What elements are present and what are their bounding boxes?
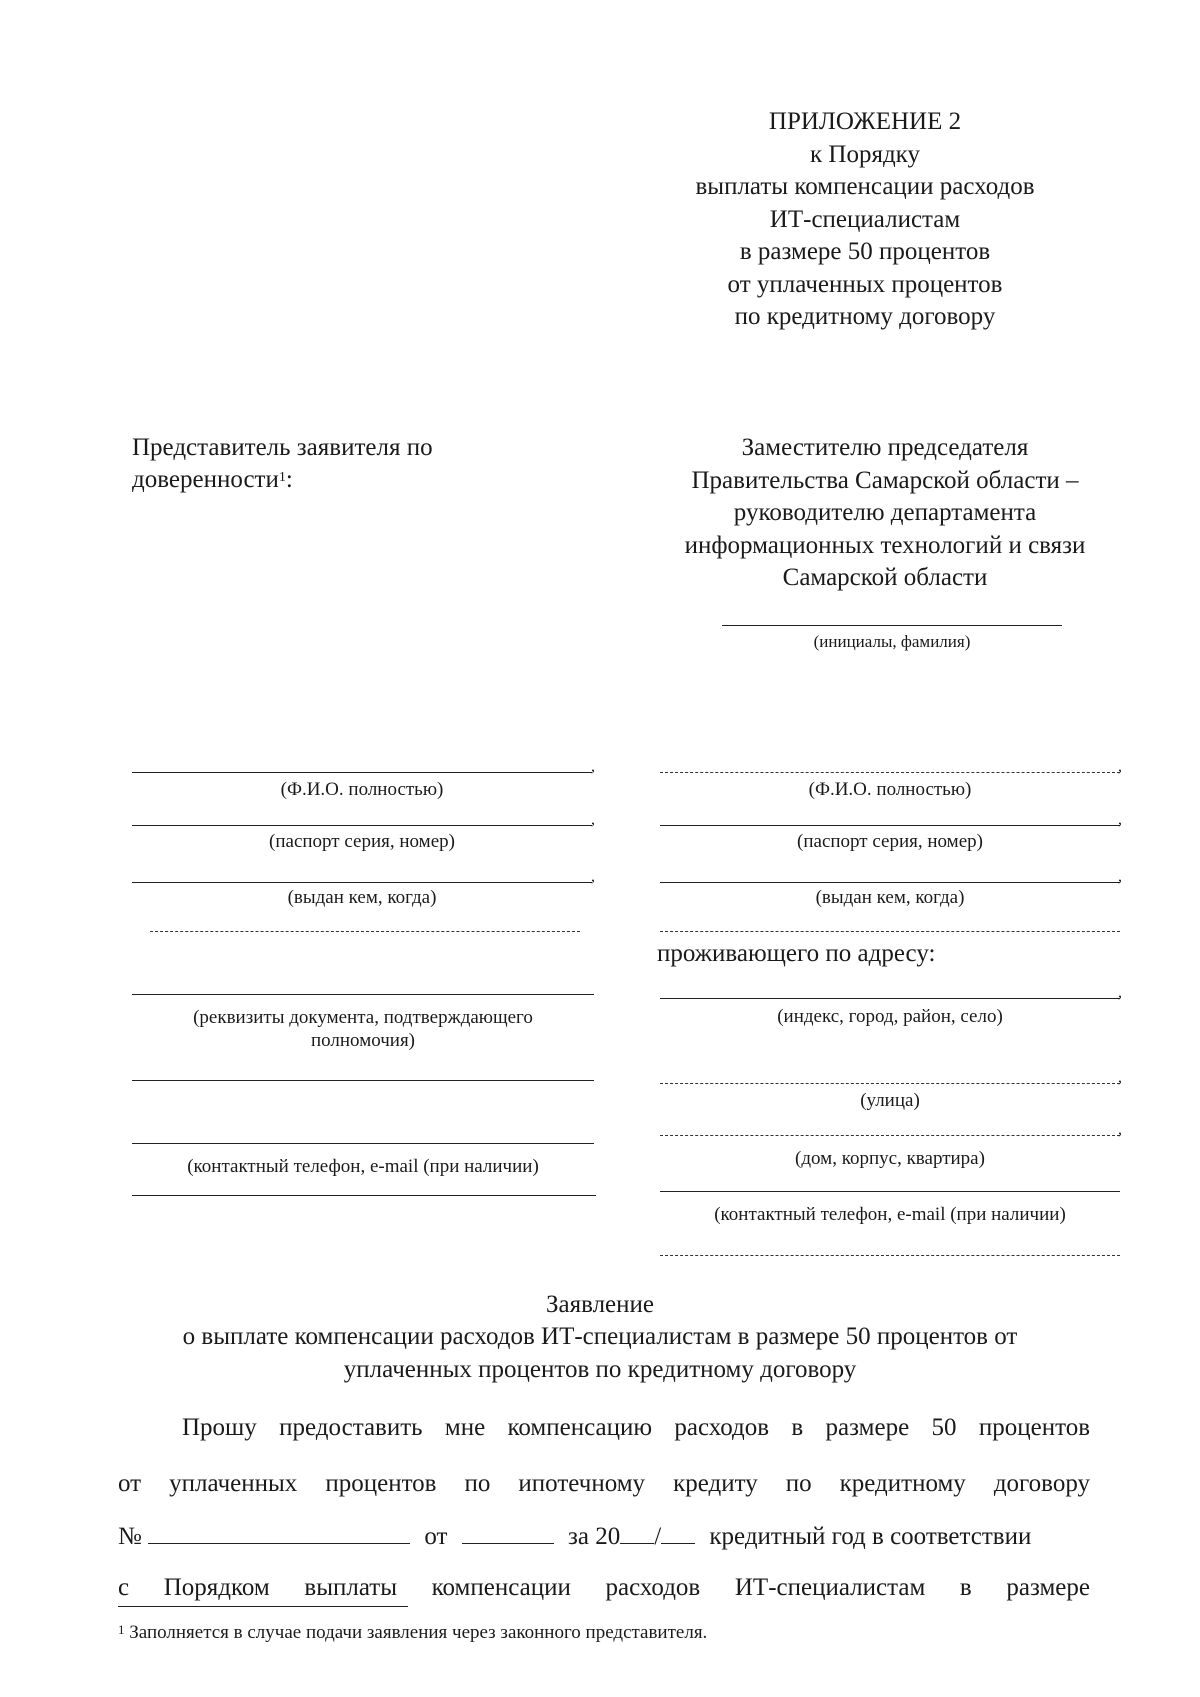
applicant-index-caption: (индекс, город, район, село): [777, 1006, 1003, 1027]
representative-heading-line2-wrap: [132, 464, 562, 496]
addressee-line: Самарской области: [782, 564, 988, 591]
applicant-street-caption: (улица): [860, 1090, 920, 1111]
statement-subtitle-line2: уплаченных процентов по кредитному договору: [343, 1356, 857, 1383]
applicant-issued-comma: ,: [1118, 868, 1122, 885]
rep-document-line[interactable]: [132, 994, 594, 995]
body-line-4: с Порядком выплаты компенсации расходов ИТ-специалистам в размере: [118, 1574, 1090, 1601]
representative-heading-line1: Представитель заявителя по: [132, 434, 433, 461]
applicant-house-comma: ,: [1118, 1121, 1122, 1138]
statement-subtitle-line1: о выплате компенсации расходов ИТ-специалистам в размере 50 процентов от: [182, 1323, 1018, 1350]
rep-passport-caption: (паспорт серия, номер): [269, 831, 455, 852]
applicant-street-comma: ,: [1118, 1069, 1122, 1086]
addressee-line: информационных технологий и связи: [684, 531, 1086, 559]
rep-passport-comma: ,: [591, 811, 595, 828]
contract-number-label: №: [118, 1523, 142, 1550]
applicant-fio-line[interactable]: [660, 772, 1120, 773]
applicant-passport-caption: (паспорт серия, номер): [797, 831, 983, 852]
addressee-initials-caption: (инициалы, фамилия): [813, 632, 971, 651]
applicant-passport-line[interactable]: [660, 825, 1120, 826]
applicant-contact-line-2[interactable]: [660, 1255, 1120, 1256]
rep-issued-comma: ,: [591, 868, 595, 885]
applicant-issued-caption: (выдан кем, когда): [815, 887, 965, 908]
applicant-street-line[interactable]: [660, 1083, 1120, 1084]
appendix-line: по кредитному договору: [734, 303, 996, 330]
rep-contact-line-2[interactable]: [132, 1195, 596, 1196]
body-line-2: от уплаченных процентов по ипотечному кредиту по кредитному договору: [118, 1470, 1090, 1497]
heading-colon: :: [285, 466, 293, 493]
applicant-passport-comma: ,: [1118, 811, 1122, 828]
footnote-reference: 1: [278, 470, 286, 485]
appendix-line: ПРИЛОЖЕНИЕ 2: [768, 108, 962, 135]
rep-extra-line[interactable]: [132, 1080, 594, 1081]
rep-issued-caption: (выдан кем, когда): [287, 887, 437, 908]
rep-contact-caption: (контактный телефон, e-mail (при наличии): [187, 1156, 539, 1177]
rep-fio-caption: (Ф.И.О. полностью): [280, 779, 444, 800]
applicant-issued-line-2[interactable]: [660, 931, 1120, 932]
appendix-line: ИТ-специалистам: [769, 205, 961, 233]
credit-year-slash: /: [654, 1523, 662, 1550]
footnote-rule: [118, 1606, 408, 1607]
footnote-text: Заполняется в случае подачи заявления через законного представителя.: [129, 1622, 708, 1643]
addressee-initials-line[interactable]: [722, 625, 1062, 626]
contract-number-field[interactable]: [148, 1521, 410, 1544]
representative-heading: [132, 432, 562, 496]
rep-document-caption-line1: (реквизиты документа, подтверждающего: [193, 1007, 533, 1028]
applicant-contact-caption: (контактный телефон, e-mail (при наличии): [714, 1204, 1066, 1225]
rep-issued-line-2[interactable]: [150, 931, 580, 932]
applicant-index-line[interactable]: [660, 998, 1120, 999]
rep-contact-line[interactable]: [132, 1143, 594, 1144]
rep-document-caption: [132, 1006, 594, 1052]
rep-fio-comma: ,: [591, 758, 595, 775]
appendix-line: выплаты компенсации расходов: [695, 173, 1035, 200]
applicant-issued-line[interactable]: [660, 882, 1120, 883]
applicant-fio-caption: (Ф.И.О. полностью): [808, 779, 972, 800]
applicant-address-label: проживающего по адресу:: [657, 940, 936, 967]
rep-passport-line[interactable]: [132, 825, 592, 826]
appendix-line: от уплаченных процентов: [727, 270, 1003, 298]
appendix-line: к Порядку: [810, 140, 920, 168]
footnote: [118, 1622, 707, 1644]
addressee-line: Правительства Самарской области –: [691, 466, 1079, 494]
credit-year-start-field[interactable]: [620, 1521, 654, 1544]
rep-fio-line[interactable]: [132, 772, 592, 773]
rep-document-caption-line2: полномочия): [310, 1030, 416, 1051]
contract-date-label: от: [424, 1523, 448, 1550]
applicant-house-caption: (дом, корпус, квартира): [795, 1148, 985, 1169]
credit-year-end-field[interactable]: [661, 1521, 695, 1544]
credit-year-label: за 20: [567, 1523, 621, 1550]
contract-date-field[interactable]: [462, 1521, 554, 1544]
appendix-line: в размере 50 процентов: [739, 238, 991, 265]
representative-heading-line2: доверенности: [132, 466, 279, 493]
applicant-fio-comma: ,: [1118, 758, 1122, 775]
rep-issued-line[interactable]: [132, 882, 592, 883]
body-line-3: [118, 1521, 1090, 1551]
addressee-line: Заместителю председателя: [741, 434, 1029, 461]
credit-year-tail: кредитный год в соответствии: [709, 1523, 1032, 1550]
addressee-block: [640, 432, 1130, 595]
applicant-house-line[interactable]: [660, 1135, 1120, 1136]
applicant-index-comma: ,: [1118, 984, 1122, 1001]
body-line-1: Прошу предоставить мне компенсацию расходов в размере 50 процентов: [182, 1414, 1090, 1441]
appendix-header: [640, 106, 1090, 334]
statement-title: Заявление: [545, 1291, 655, 1318]
applicant-contact-line[interactable]: [660, 1191, 1120, 1192]
addressee-line: руководителю департамента: [733, 499, 1037, 526]
footnote-mark: 1: [118, 1622, 125, 1637]
